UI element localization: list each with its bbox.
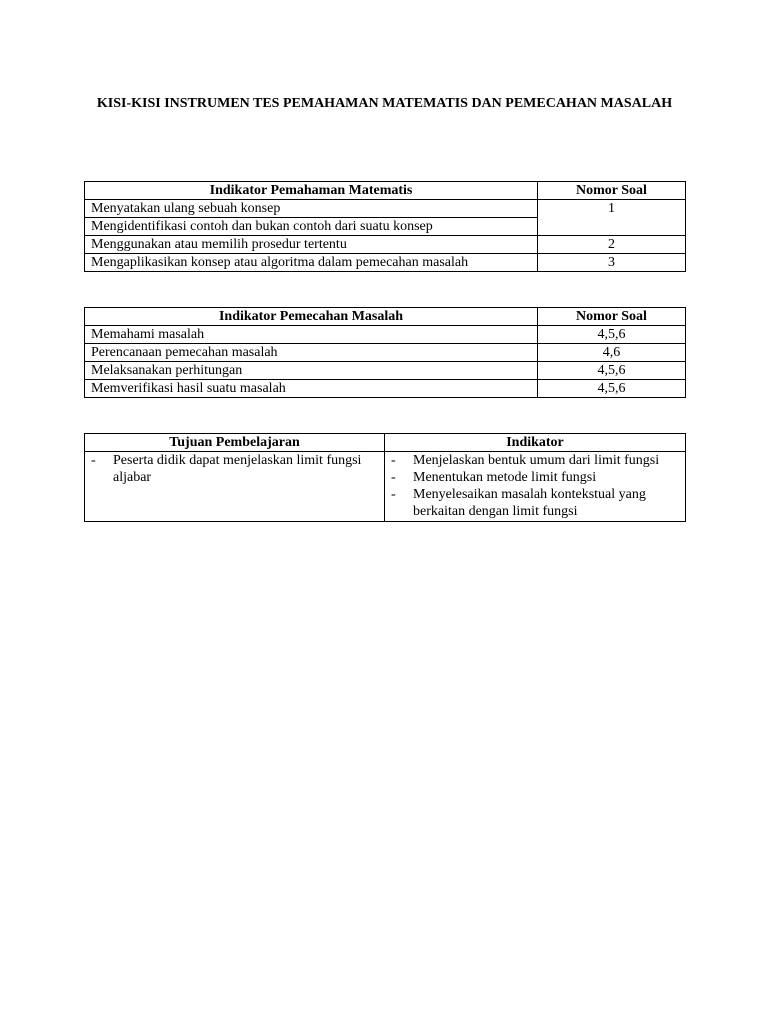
table-header-row xyxy=(85,182,686,200)
number-cell: 4,5,6 xyxy=(538,326,686,344)
indicator-text: Menentukan metode limit fungsi xyxy=(413,470,597,485)
goal-text: Peserta didik dapat menjelaskan limit fungsi aljabar xyxy=(113,453,362,485)
header-indicator: Indikator Pemecahan Masalah xyxy=(85,308,538,326)
document-title: KISI-KISI INSTRUMEN TES PEMAHAMAN MATEMATIS DAN PEMECAHAN MASALAH xyxy=(96,96,673,111)
list-item xyxy=(391,486,679,520)
goals-list xyxy=(91,452,378,486)
table-header-row xyxy=(85,308,686,326)
number-cell: 3 xyxy=(538,254,686,272)
table-row xyxy=(85,236,686,254)
table-pemecahan-masalah xyxy=(84,307,686,398)
indicator-cell: Menyatakan ulang sebuah konsep xyxy=(85,200,538,218)
number-cell: 4,6 xyxy=(538,344,686,362)
indicator-cell: Mengaplikasikan konsep atau algoritma dalam pemecahan masalah xyxy=(85,254,538,272)
indicator-cell: Memahami masalah xyxy=(85,326,538,344)
header-tujuan-pembelajaran: Tujuan Pembelajaran xyxy=(85,434,385,452)
dash-bullet: - xyxy=(91,453,96,468)
indicator-cell: Menggunakan atau memilih prosedur tertentu xyxy=(85,236,538,254)
number-cell: 4,5,6 xyxy=(538,380,686,398)
table-header-row xyxy=(85,434,686,452)
table-row xyxy=(85,200,686,218)
indicator-cell: Mengidentifikasi contoh dan bukan contoh dari suatu konsep xyxy=(85,218,538,236)
table-row xyxy=(85,380,686,398)
indicator-text: Menyelesaikan masalah kontekstual yang berkaitan dengan limit fungsi xyxy=(413,487,646,519)
indicator-cell: Melaksanakan perhitungan xyxy=(85,362,538,380)
table-row xyxy=(85,344,686,362)
indicators-list xyxy=(391,452,679,520)
table-tujuan-pembelajaran xyxy=(84,433,686,522)
indicator-text: Menjelaskan bentuk umum dari limit fungsi xyxy=(413,453,660,468)
dash-bullet: - xyxy=(391,487,396,502)
goals-cell xyxy=(85,452,385,522)
header-nomor-soal: Nomor Soal xyxy=(538,308,686,326)
number-cell: 4,5,6 xyxy=(538,362,686,380)
table-row xyxy=(85,326,686,344)
number-cell: 1 xyxy=(538,200,686,236)
table-row xyxy=(85,452,686,522)
table-row xyxy=(85,362,686,380)
indicator-cell: Perencanaan pemecahan masalah xyxy=(85,344,538,362)
list-item xyxy=(391,452,679,469)
indicator-cell: Memverifikasi hasil suatu masalah xyxy=(85,380,538,398)
number-cell: 2 xyxy=(538,236,686,254)
list-item xyxy=(391,469,679,486)
list-item xyxy=(91,452,378,486)
header-indikator: Indikator xyxy=(385,434,686,452)
table-pemahaman-matematis xyxy=(84,181,686,272)
indicators-cell xyxy=(385,452,686,522)
header-nomor-soal: Nomor Soal xyxy=(538,182,686,200)
dash-bullet: - xyxy=(391,470,396,485)
table-row xyxy=(85,254,686,272)
dash-bullet: - xyxy=(391,453,396,468)
header-indicator: Indikator Pemahaman Matematis xyxy=(85,182,538,200)
